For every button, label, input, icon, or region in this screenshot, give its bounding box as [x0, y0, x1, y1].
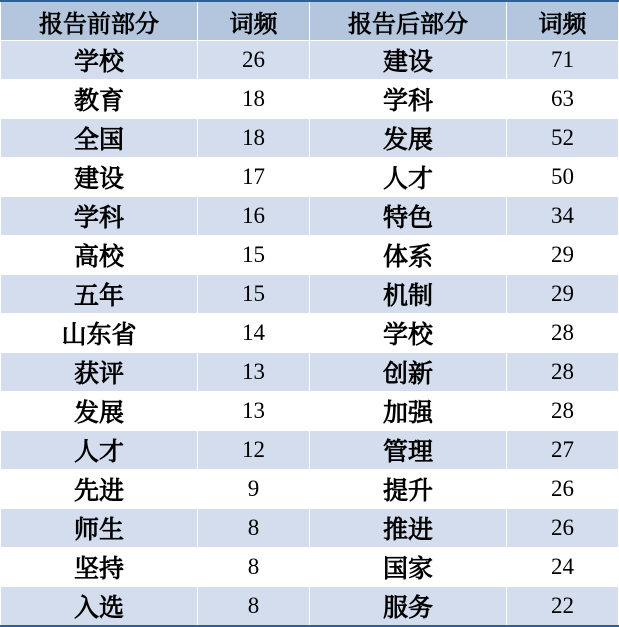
- table-row: [1, 548, 619, 587]
- table-body: [1, 41, 619, 627]
- cell-after-freq: 28: [507, 314, 619, 353]
- table-row: [1, 236, 619, 275]
- table-row: [1, 587, 619, 627]
- cell-after-freq: 26: [507, 470, 619, 509]
- table-row: [1, 197, 619, 236]
- cell-after-word: 管理: [310, 431, 507, 470]
- cell-after-word: 机制: [310, 275, 507, 314]
- cell-before-word: 师生: [1, 509, 198, 548]
- cell-after-freq: 24: [507, 548, 619, 587]
- cell-before-freq: 15: [198, 236, 310, 275]
- cell-after-word: 发展: [310, 119, 507, 158]
- cell-before-freq: 8: [198, 587, 310, 627]
- cell-before-word: 获评: [1, 353, 198, 392]
- cell-before-word: 入选: [1, 587, 198, 627]
- cell-before-word: 坚持: [1, 548, 198, 587]
- cell-after-freq: 71: [507, 41, 619, 80]
- table-row: [1, 158, 619, 197]
- cell-before-freq: 14: [198, 314, 310, 353]
- cell-after-freq: 28: [507, 353, 619, 392]
- cell-before-freq: 12: [198, 431, 310, 470]
- table-row: [1, 41, 619, 80]
- table-header: [1, 1, 619, 41]
- table-header-row: [1, 1, 619, 41]
- table-row: [1, 431, 619, 470]
- cell-before-word: 学科: [1, 197, 198, 236]
- cell-after-word: 学科: [310, 80, 507, 119]
- cell-after-freq: 27: [507, 431, 619, 470]
- cell-after-freq: 52: [507, 119, 619, 158]
- cell-after-freq: 63: [507, 80, 619, 119]
- cell-after-word: 特色: [310, 197, 507, 236]
- column-header-after-word: 报告后部分: [310, 1, 507, 41]
- column-header-before-word: 报告前部分: [1, 1, 198, 41]
- cell-before-word: 山东省: [1, 314, 198, 353]
- cell-before-word: 人才: [1, 431, 198, 470]
- cell-before-freq: 8: [198, 509, 310, 548]
- table-row: [1, 314, 619, 353]
- cell-before-freq: 18: [198, 80, 310, 119]
- cell-after-freq: 26: [507, 509, 619, 548]
- cell-before-freq: 9: [198, 470, 310, 509]
- cell-after-word: 人才: [310, 158, 507, 197]
- cell-before-word: 全国: [1, 119, 198, 158]
- cell-after-freq: 34: [507, 197, 619, 236]
- cell-before-freq: 17: [198, 158, 310, 197]
- cell-before-word: 学校: [1, 41, 198, 80]
- cell-after-word: 推进: [310, 509, 507, 548]
- cell-before-freq: 18: [198, 119, 310, 158]
- cell-before-freq: 13: [198, 392, 310, 431]
- cell-after-freq: 22: [507, 587, 619, 627]
- table-row: [1, 392, 619, 431]
- column-header-before-freq: 词频: [198, 1, 310, 41]
- column-header-after-freq: 词频: [507, 1, 619, 41]
- cell-before-freq: 15: [198, 275, 310, 314]
- table-row: [1, 119, 619, 158]
- cell-after-word: 创新: [310, 353, 507, 392]
- cell-after-freq: 29: [507, 236, 619, 275]
- table-row: [1, 353, 619, 392]
- cell-after-word: 体系: [310, 236, 507, 275]
- table-row: [1, 80, 619, 119]
- cell-after-freq: 28: [507, 392, 619, 431]
- cell-before-freq: 26: [198, 41, 310, 80]
- cell-before-word: 先进: [1, 470, 198, 509]
- cell-after-word: 建设: [310, 41, 507, 80]
- cell-before-word: 教育: [1, 80, 198, 119]
- cell-after-freq: 29: [507, 275, 619, 314]
- cell-after-word: 加强: [310, 392, 507, 431]
- cell-before-word: 高校: [1, 236, 198, 275]
- cell-after-word: 国家: [310, 548, 507, 587]
- cell-before-word: 发展: [1, 392, 198, 431]
- cell-before-freq: 8: [198, 548, 310, 587]
- cell-after-freq: 50: [507, 158, 619, 197]
- cell-before-word: 五年: [1, 275, 198, 314]
- cell-after-word: 学校: [310, 314, 507, 353]
- cell-before-freq: 16: [198, 197, 310, 236]
- table-row: [1, 470, 619, 509]
- cell-after-word: 服务: [310, 587, 507, 627]
- cell-after-word: 提升: [310, 470, 507, 509]
- cell-before-freq: 13: [198, 353, 310, 392]
- table-row: [1, 275, 619, 314]
- cell-before-word: 建设: [1, 158, 198, 197]
- table-row: [1, 509, 619, 548]
